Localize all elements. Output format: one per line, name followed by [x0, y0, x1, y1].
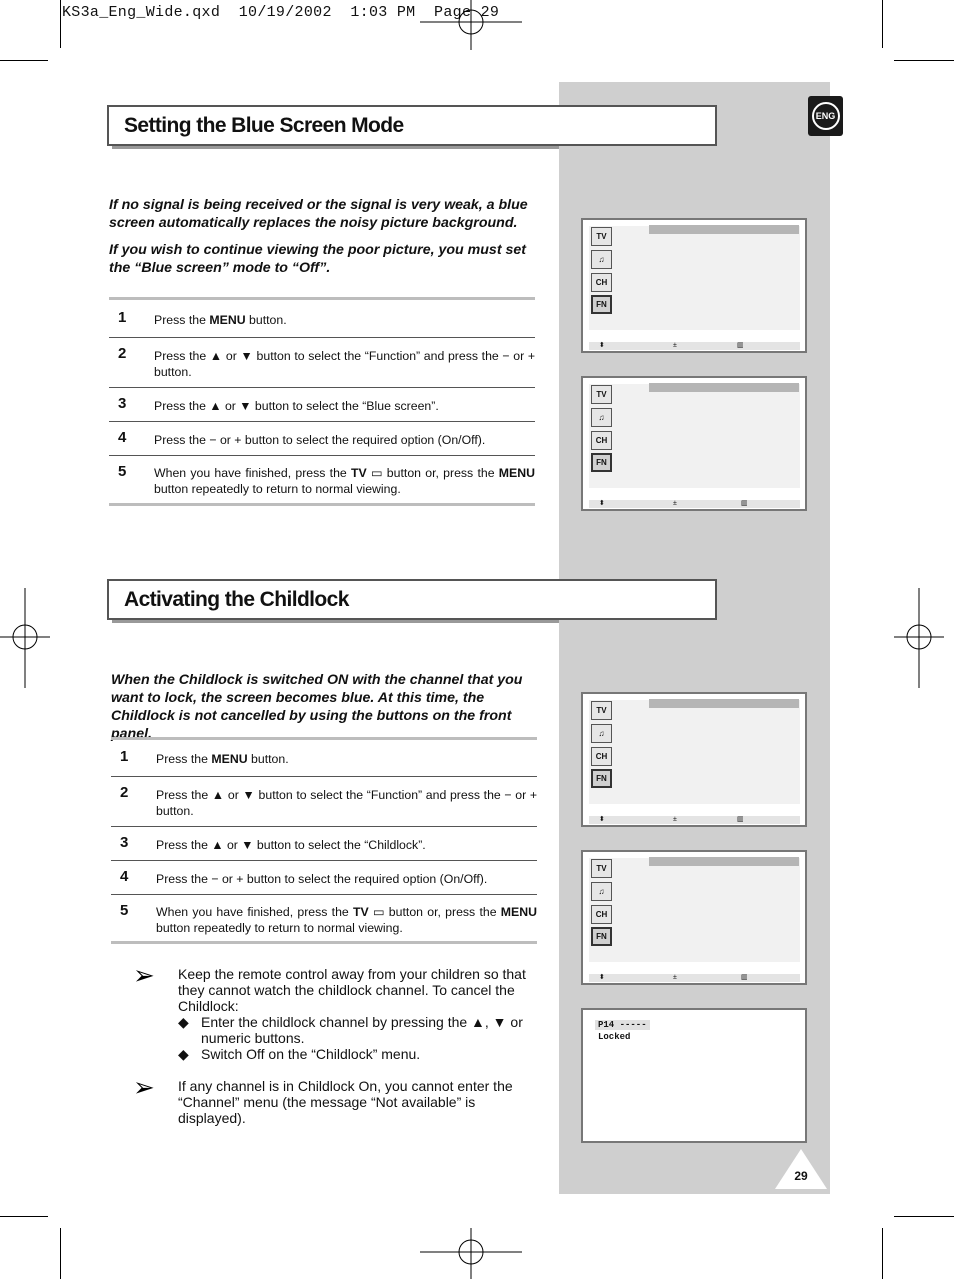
step-number: 5	[118, 463, 127, 480]
tv-icon: TV	[591, 227, 612, 246]
channel-icon: CH	[591, 747, 612, 766]
move-icon: ⬍	[599, 342, 605, 349]
osd-screen-2	[581, 376, 807, 511]
step-number: 3	[118, 395, 127, 412]
section-title-blue-screen	[107, 105, 717, 146]
step-number: 1	[118, 309, 127, 326]
bullet-text: Switch Off on the “Childlock” menu.	[201, 1046, 421, 1062]
registration-mark-bottom	[420, 1228, 522, 1279]
registration-mark-left	[0, 588, 50, 688]
diamond-bullet-icon: ◆	[178, 1014, 189, 1030]
registration-mark-right	[894, 588, 944, 688]
step-row	[109, 387, 535, 421]
step-number: 5	[120, 902, 129, 919]
diamond-bullet-icon: ◆	[178, 1046, 189, 1062]
menu-icon: ▥	[737, 816, 744, 823]
crop-mark	[0, 60, 48, 61]
menu-icon: ▥	[741, 500, 748, 507]
step-text: Press the ▲ or ▼ button to select the “Blue screen”.	[154, 399, 439, 413]
osd-bottom-bar	[589, 342, 800, 350]
crop-mark	[0, 1216, 48, 1217]
step-number: 1	[120, 748, 129, 765]
osd-screen-1	[581, 218, 807, 353]
sound-icon: ♫	[591, 408, 612, 427]
move-icon: ⬍	[599, 974, 605, 981]
channel-icon: CH	[591, 273, 612, 292]
section1-steps	[109, 297, 535, 506]
osd-titlebar	[649, 225, 799, 234]
section1-intro	[109, 196, 539, 286]
sound-icon: ♫	[591, 882, 612, 901]
note-text: Keep the remote control away from your children so that they cannot watch the childlock channel. To cancel the Childlock:	[178, 966, 526, 1014]
sound-icon: ♫	[591, 724, 612, 743]
step-text: Press the − or + button to select the required option (On/Off).	[154, 433, 486, 447]
osd-titlebar	[649, 383, 799, 392]
intro-paragraph: When the Childlock is switched ON with the channel that you want to lock, the screen becomes blue. At this time, the Childlock is not cancelled by using the buttons on the front panel.	[111, 672, 523, 742]
step-row	[109, 421, 535, 455]
section-title-text: Activating the Childlock	[124, 587, 349, 611]
menu-icon: ▥	[741, 974, 748, 981]
registration-mark-top	[420, 0, 522, 50]
note-text: If any channel is in Childlock On, you cannot enter the “Channel” menu (the message “Not available” is displayed).	[178, 1078, 513, 1126]
tv-icon: TV	[591, 385, 612, 404]
step-row	[109, 300, 535, 337]
step-text: Press the ▲ or ▼ button to select the “Function” and press the − or + button.	[156, 788, 537, 818]
function-icon: FN	[591, 769, 612, 788]
note-bullet	[178, 1014, 540, 1046]
crop-mark	[894, 60, 954, 61]
osd-bottom-bar	[589, 500, 800, 508]
note-bullet	[178, 1046, 540, 1062]
osd-titlebar	[649, 699, 799, 708]
adjust-icon: ±	[673, 342, 677, 349]
function-icon: FN	[591, 295, 612, 314]
adjust-icon: ±	[673, 974, 677, 981]
crop-mark	[882, 1228, 883, 1279]
step-number: 3	[120, 834, 129, 851]
note-channel-menu	[178, 1078, 540, 1126]
step-number: 4	[120, 868, 129, 885]
osd-titlebar	[649, 857, 799, 866]
step-row	[111, 826, 537, 860]
adjust-icon: ±	[673, 816, 677, 823]
step-text: When you have finished, press the TV ▭ button or, press the MENU button repeatedly to return to normal viewing.	[154, 466, 535, 496]
step-text: Press the − or + button to select the required option (On/Off).	[156, 872, 488, 886]
language-badge-label: ENG	[812, 102, 840, 130]
intro-paragraph: If no signal is being received or the signal is very weak, a blue screen automatically replaces the noisy picture background.	[109, 197, 528, 231]
step-row	[109, 455, 535, 503]
function-icon: FN	[591, 927, 612, 946]
step-text: When you have finished, press the TV ▭ button or, press the MENU button repeatedly to return to normal viewing.	[156, 905, 537, 935]
section2-steps	[111, 737, 537, 944]
adjust-icon: ±	[673, 500, 677, 507]
osd-bottom-bar	[589, 974, 800, 982]
move-icon: ⬍	[599, 816, 605, 823]
step-number: 4	[118, 429, 127, 446]
channel-icon: CH	[591, 431, 612, 450]
note-childlock-remote	[178, 966, 540, 1062]
osd-bottom-bar	[589, 816, 800, 824]
step-row	[111, 894, 537, 942]
step-text: Press the MENU button.	[154, 313, 287, 327]
print-header: KS3a_Eng_Wide.qxd 10/19/2002 1:03 PM Page 29	[62, 4, 500, 21]
step-text: Press the ▲ or ▼ button to select the “Childlock”.	[156, 838, 426, 852]
intro-paragraph: If you wish to continue viewing the poor picture, you must set the “Blue screen” mode to “Off”.	[109, 242, 526, 276]
osd-screen-3	[581, 692, 807, 827]
osd-screen-4	[581, 850, 807, 985]
tv-icon: TV	[591, 701, 612, 720]
function-icon: FN	[591, 453, 612, 472]
sound-icon: ♫	[591, 250, 612, 269]
step-number: 2	[120, 784, 129, 801]
step-text: Press the MENU button.	[156, 752, 289, 766]
note-arrow-icon: ➢	[133, 1072, 155, 1102]
step-row	[111, 860, 537, 894]
step-text: Press the ▲ or ▼ button to select the “Function” and press the − or + button.	[154, 349, 535, 379]
menu-icon: ▥	[737, 342, 744, 349]
language-badge	[808, 96, 843, 136]
step-number: 2	[118, 345, 127, 362]
channel-icon: CH	[591, 905, 612, 924]
crop-mark	[60, 0, 61, 48]
section-title-childlock	[107, 579, 717, 620]
bullet-text: Enter the childlock channel by pressing the ▲, ▼ or numeric buttons.	[201, 1014, 523, 1046]
locked-status-label: Locked	[598, 1032, 631, 1042]
crop-mark	[60, 1228, 61, 1279]
note-arrow-icon: ➢	[133, 960, 155, 990]
locked-channel-label: P14 -----	[595, 1020, 650, 1030]
step-row	[109, 337, 535, 387]
step-row	[111, 776, 537, 826]
step-row	[111, 740, 537, 776]
move-icon: ⬍	[599, 500, 605, 507]
section-title-text: Setting the Blue Screen Mode	[124, 113, 404, 137]
tv-icon: TV	[591, 859, 612, 878]
osd-locked-screen	[581, 1008, 807, 1143]
crop-mark	[894, 1216, 954, 1217]
crop-mark	[882, 0, 883, 48]
page-number: 29	[794, 1169, 808, 1183]
